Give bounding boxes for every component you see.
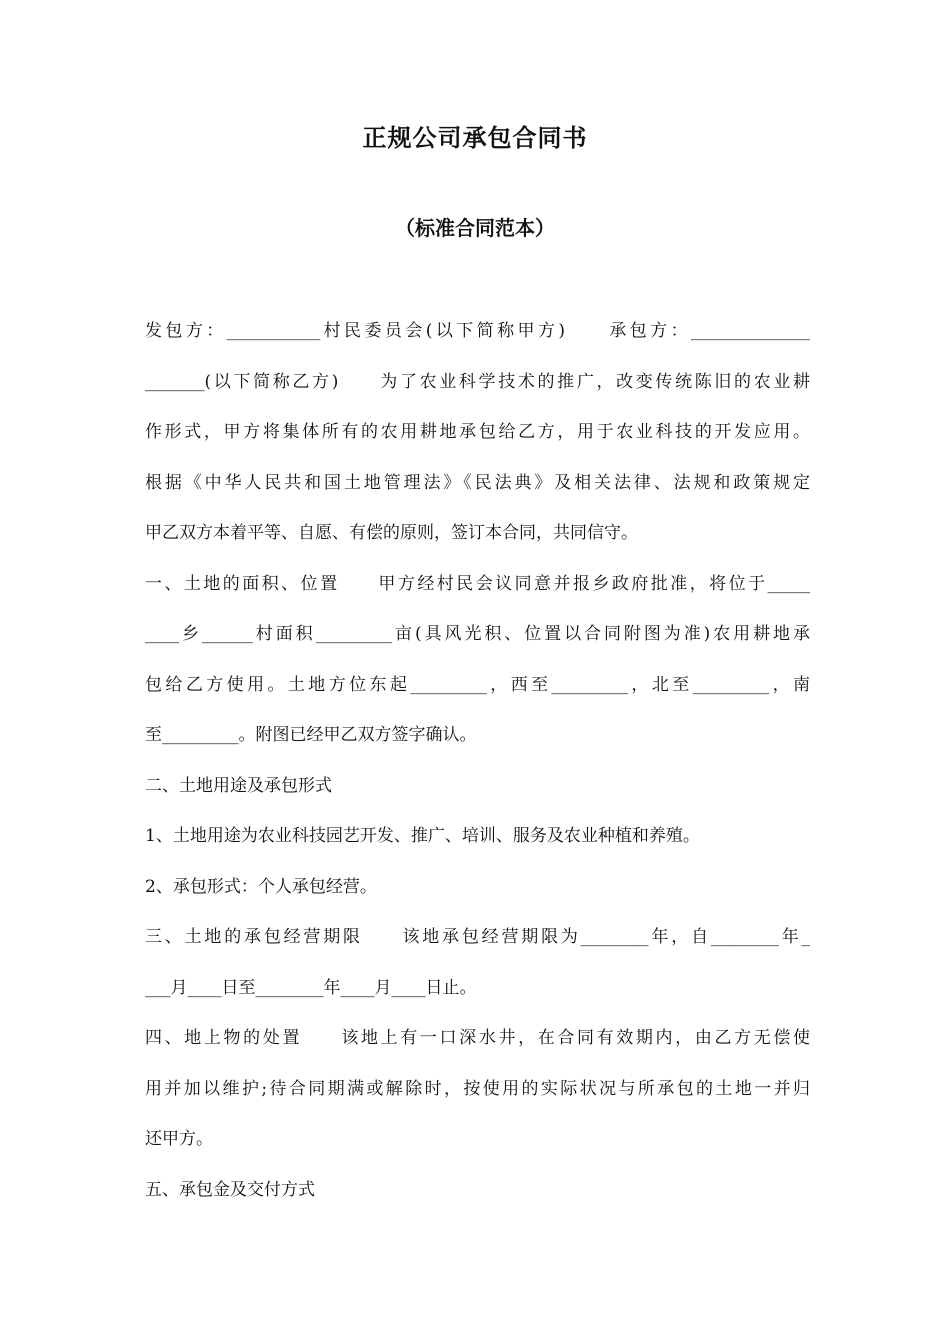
text-line: 1、土地用途为农业科技园艺开发、推广、培训、服务及农业种植和养殖。	[145, 826, 700, 846]
text-line: ___月____日至________年____月____日止。	[145, 977, 477, 998]
text-line: 作形式，甲方将集体所有的农用耕地承包给乙方，用于农业科技的开发应用。	[145, 422, 810, 442]
section-heading: 五、承包金及交付方式	[145, 1179, 315, 1200]
text-line: 用并加以维护;待合同期满或解除时，按使用的实际状况与所承包的土地一并归	[145, 1078, 810, 1099]
text-line: 根据《中华人民共和国土地管理法》《民法典》及相关法律、法规和政策规定	[145, 472, 810, 493]
text-line: 还甲方。	[145, 1129, 213, 1149]
text-line: 包给乙方使用。土地方位东起_________，西至_________，北至_________，南	[145, 674, 810, 695]
document-title: 正规公司承包合同书	[362, 124, 588, 152]
text-line: 一、土地的面积、位置 甲方经村民会议同意并报乡政府批准，将位于_____	[145, 573, 810, 594]
section-heading: 二、土地用途及承包形式	[145, 775, 332, 796]
text-line: 至_________。附图已经甲乙双方签字确认。	[145, 725, 477, 745]
text-line: _______(以下简称乙方) 为了农业科学技术的推广，改变传统陈旧的农业耕	[145, 371, 810, 392]
text-line: 三、土地的承包经营期限 该地承包经营期限为________年，自________年_	[145, 927, 810, 947]
text-line: 甲乙双方本着平等、自愿、有偿的原则，签订本合同，共同信守。	[145, 523, 638, 543]
text-line: 2、承包形式：个人承包经营。	[145, 876, 377, 897]
document-subtitle: （标准合同范本）	[395, 216, 555, 240]
text-line: 发包方：___________村民委员会(以下简称甲方) 承包方：______________	[145, 321, 810, 341]
text-line: ____乡______村面积_________亩(具风光积、位置以合同附图为准)农用耕地承	[145, 624, 810, 644]
contract-body	[145, 314, 810, 1223]
text-line: 四、地上物的处置 该地上有一口深水井，在合同有效期内，由乙方无偿使	[145, 1028, 810, 1048]
